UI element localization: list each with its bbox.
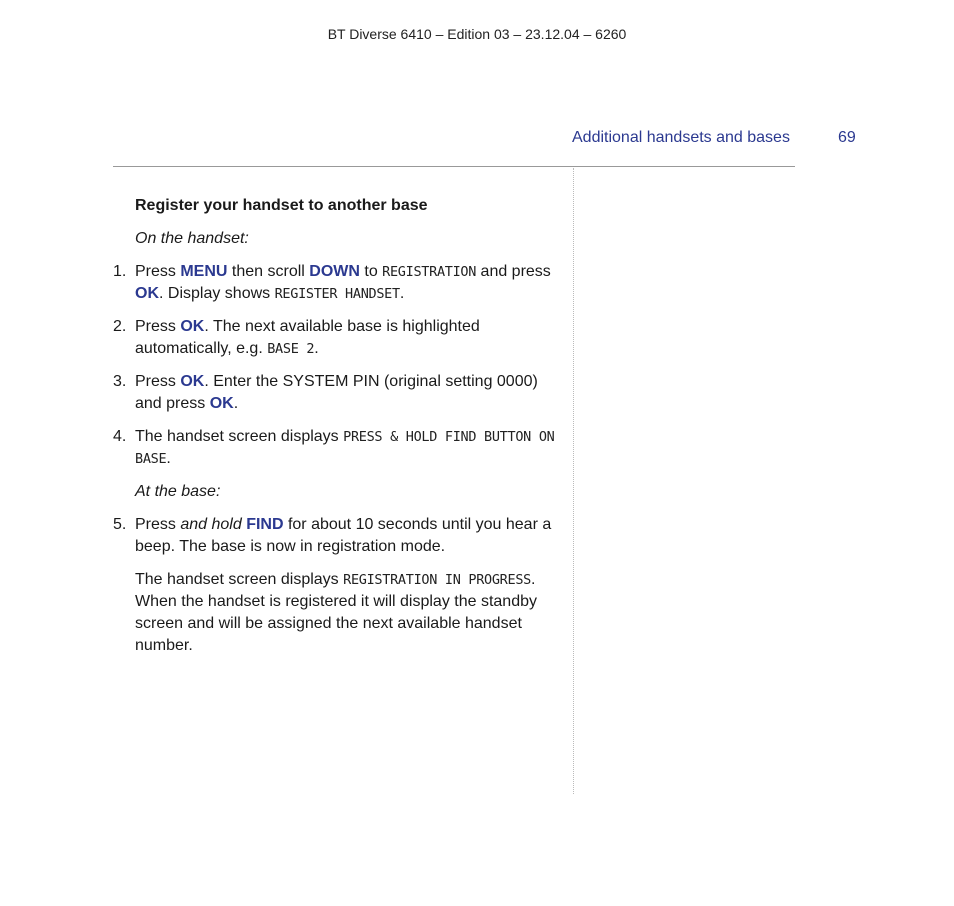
ok-key-label: OK xyxy=(180,318,205,335)
step-number: 5. xyxy=(113,516,127,533)
ok-key-label: OK xyxy=(135,285,159,302)
at-base-subheading: At the base: xyxy=(135,483,221,500)
procedure-heading: Register your handset to another base xyxy=(135,197,428,214)
step-text: Press OK. Enter the SYSTEM PIN (original setting 0000) and press OK. xyxy=(135,373,538,412)
step-2 xyxy=(113,316,558,360)
step-number: 1. xyxy=(113,263,127,280)
step-3 xyxy=(113,371,558,415)
display-text: REGISTER HANDSET xyxy=(274,286,400,302)
step-4 xyxy=(113,426,558,470)
page-number: 69 xyxy=(838,129,856,146)
column-divider xyxy=(573,168,574,794)
step-text: Press MENU then scroll DOWN to REGISTRATION and press OK. Display shows REGISTER HANDSET. xyxy=(135,263,551,302)
display-text: PRESS & HOLD FIND BUTTON ON BASE xyxy=(135,429,555,467)
step-text: Press OK. The next available base is highlighted automatically, e.g. BASE 2. xyxy=(135,318,480,357)
display-text: BASE 2 xyxy=(267,341,315,357)
find-key-label: FIND xyxy=(246,516,284,533)
step-text: The handset screen displays PRESS & HOLD FIND BUTTON ON BASE. xyxy=(135,428,555,467)
ok-key-label: OK xyxy=(180,373,205,390)
final-paragraph: The handset screen displays REGISTRATION IN PROGRESS. When the handset is registered it will display the standby screen and will be assigned the next available handset number. xyxy=(135,571,537,654)
ok-key-label: OK xyxy=(209,395,234,412)
document-header: BT Diverse 6410 – Edition 03 – 23.12.04 – 6260 xyxy=(327,26,627,42)
on-handset-subheading: On the handset: xyxy=(135,230,249,247)
down-key-label: DOWN xyxy=(309,263,360,280)
step-number: 2. xyxy=(113,318,127,335)
step-5 xyxy=(113,514,558,558)
step-number: 3. xyxy=(113,373,127,390)
main-content xyxy=(113,195,558,668)
menu-key-label: MENU xyxy=(180,263,228,280)
header-rule xyxy=(113,166,795,167)
step-text: Press and hold FIND for about 10 seconds until you hear a beep. The base is now in registration mode. xyxy=(135,516,552,555)
display-text: REGISTRATION xyxy=(382,264,477,280)
step-1 xyxy=(113,261,558,305)
section-title: Additional handsets and bases xyxy=(572,129,790,146)
step-number: 4. xyxy=(113,428,127,445)
display-text: REGISTRATION IN PROGRESS xyxy=(343,572,531,588)
